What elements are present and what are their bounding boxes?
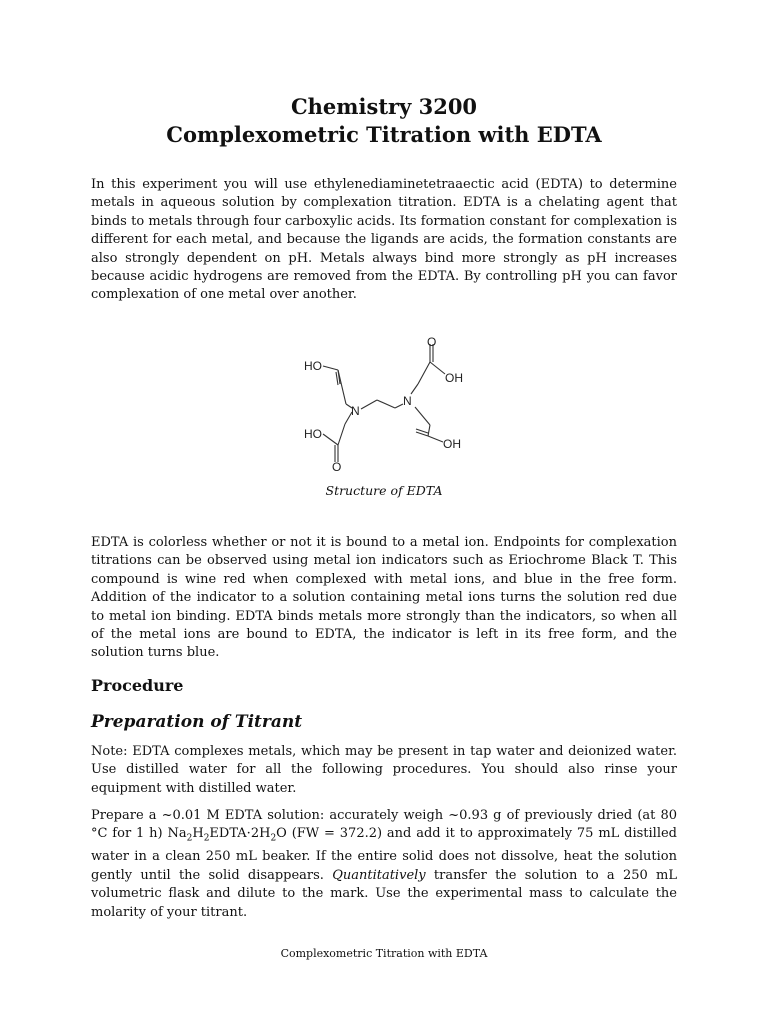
formula-na: Na [167, 826, 187, 842]
formula-sub-2a: 2 [186, 834, 193, 844]
atom-label-o-upper-right: O [427, 335, 437, 349]
prepare-paragraph [91, 807, 677, 922]
quantitatively-emphasis: Quantitatively [332, 867, 426, 883]
atom-label-o-lower-left: O [332, 460, 342, 474]
formula-edta: EDTA·2H [209, 826, 271, 842]
figure-caption: Structure of EDTA [325, 483, 443, 498]
formula-o: O [276, 826, 287, 842]
page-footer: Complexometric Titration with EDTA [280, 947, 488, 960]
atom-label-oh-lower-right: OH [443, 437, 461, 451]
prepare-text-part1: Prepare a ~0.01 M EDTA solution: accurately weigh ~0.93 g of previously dried (at 80 °C for 1 h) [91, 808, 677, 842]
indicator-paragraph: EDTA is colorless whether or not it is bound to a metal ion. Endpoints for complexation titrations can be observed using metal ion indicators such as Eriochrome Black T. This compound is wine red when complexed with metal ions, and blue in the free form. Addition of the indicator to a solution containing metal ions turns the solution red due to metal ion binding. EDTA binds metals more strongly than the indicators, so when all of the metal ions are bound to EDTA, the indicator is left in its free form, and the solution turns blue. [91, 535, 677, 661]
prepare-text-part2: (FW = 372.2) and add it to approximately 75 mL distilled water in a clean 250 mL beaker. If the entire solid does not dissolve, heat the solution gently until the solid disappears. [91, 826, 678, 883]
atom-label-ho-lower: HO [304, 427, 322, 441]
atom-label-n-left: N [351, 404, 360, 418]
formula-h: H [192, 826, 204, 842]
formula-sub-2c: 2 [270, 834, 277, 844]
atom-label-n-right: N [403, 394, 412, 408]
formula-sub-2b: 2 [203, 834, 210, 844]
prepare-text-part3: transfer the solution to a 250 mL volumetric flask and dilute to the mark. Use the experimental mass to calculate the molarity of your titrant. [91, 867, 677, 920]
note-paragraph: Note: EDTA complexes metals, which may be present in tap water and deionized water. Use distilled water for all the following procedures. You should also rinse your equipment with distilled water. [91, 744, 677, 796]
intro-paragraph: In this experiment you will use ethylenediaminetetraaectic acid (EDTA) to determine metals in aqueous solution by complexation titration. EDTA is a chelating agent that binds to metals through four carboxylic acids. Its formation constant for complexation is different for each metal, and because the ligands are acids, the formation constants are also strongly dependent on pH. Metals always bind more strongly as pH increases because acidic hydrogens are removed from the EDTA. By controlling pH you can favor complexation of one metal over another. [91, 177, 677, 303]
atom-label-ho-upper: HO [304, 359, 322, 373]
atom-label-oh-upper-right: OH [445, 371, 463, 385]
titrant-subheading: Preparation of Titrant [91, 712, 303, 732]
page-title-line2: Complexometric Titration with EDTA [166, 122, 602, 147]
page-title-line1: Chemistry 3200 [290, 94, 478, 119]
procedure-heading: Procedure [91, 676, 184, 695]
edta-structure-diagram [295, 330, 475, 475]
